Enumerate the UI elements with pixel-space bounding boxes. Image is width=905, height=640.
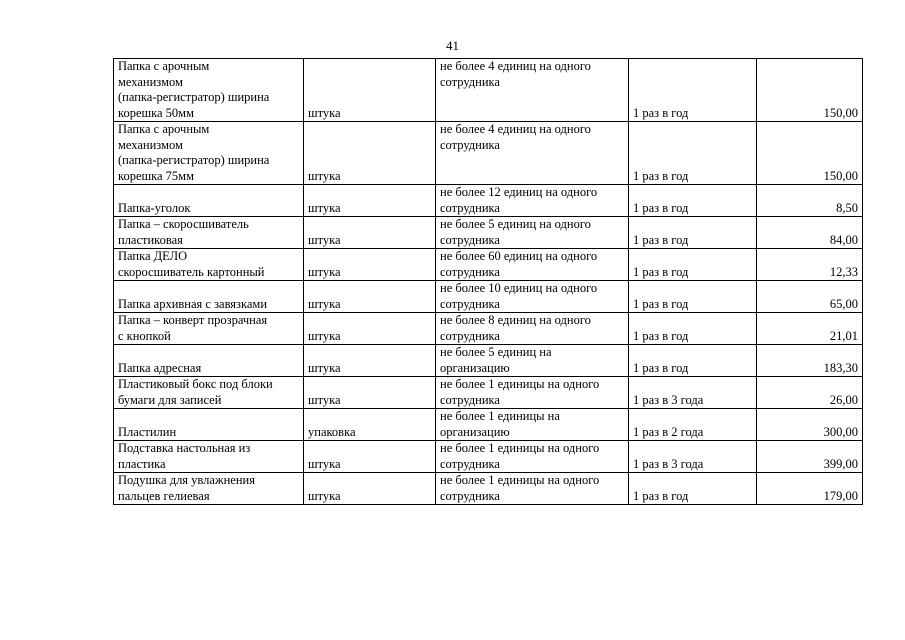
price-cell: 150,00 xyxy=(757,59,863,122)
item-name-cell xyxy=(114,59,304,122)
item-name-cell-line: Папка адресная xyxy=(118,360,202,375)
item-name-cell-line: Подставка настольная из xyxy=(118,441,251,455)
item-name-cell-line: Папка архивная с завязками xyxy=(118,296,268,311)
norms-table-body xyxy=(114,59,863,505)
quantity-norm-cell xyxy=(436,185,629,217)
quantity-norm-cell-line: сотрудника xyxy=(440,137,500,152)
item-name-cell-line: Папка с арочным xyxy=(118,122,210,136)
quantity-norm-cell-line: сотрудника xyxy=(440,232,500,247)
item-name-cell-line: механизмом xyxy=(118,137,183,152)
quantity-norm-cell-line: не более 10 единиц на одного xyxy=(440,281,598,295)
item-name-cell-line: скоросшиватель картонный xyxy=(118,264,265,279)
quantity-norm-cell-line: сотрудника xyxy=(440,456,500,471)
frequency-cell: 1 раз в год xyxy=(629,122,757,185)
price-cell: 179,00 xyxy=(757,473,863,505)
item-name-cell-line: Папка – конверт прозрачная xyxy=(118,313,268,327)
quantity-norm-cell-line: сотрудника xyxy=(440,296,500,311)
table-row xyxy=(114,345,863,377)
item-name-cell-line: пластиковая xyxy=(118,232,183,247)
item-name-cell-line: Подушка для увлажнения xyxy=(118,473,255,487)
quantity-norm-cell-line: не более 8 единиц на одного xyxy=(440,313,591,327)
unit-cell: штука xyxy=(304,313,436,345)
item-name-cell-line: корешка 50мм xyxy=(118,105,194,120)
quantity-norm-cell-line: не более 1 единицы на xyxy=(440,409,560,423)
quantity-norm-cell xyxy=(436,409,629,441)
price-cell: 26,00 xyxy=(757,377,863,409)
item-name-cell-line: корешка 75мм xyxy=(118,168,194,183)
frequency-cell: 1 раз в год xyxy=(629,59,757,122)
table-row xyxy=(114,217,863,249)
item-name-cell-line: Папка-уголок xyxy=(118,200,191,215)
frequency-cell: 1 раз в год xyxy=(629,249,757,281)
table-row xyxy=(114,281,863,313)
table-row xyxy=(114,409,863,441)
page-number: 41 xyxy=(446,38,459,53)
quantity-norm-cell-line: сотрудника xyxy=(440,74,500,89)
quantity-norm-cell-line: не более 12 единиц на одного xyxy=(440,185,598,199)
unit-cell: штука xyxy=(304,377,436,409)
quantity-norm-cell xyxy=(436,345,629,377)
item-name-cell xyxy=(114,217,304,249)
unit-cell: штука xyxy=(304,473,436,505)
table-row xyxy=(114,249,863,281)
item-name-cell xyxy=(114,441,304,473)
unit-cell: упаковка xyxy=(304,409,436,441)
norms-table xyxy=(113,58,863,505)
frequency-cell: 1 раз в год xyxy=(629,345,757,377)
quantity-norm-cell-line: организацию xyxy=(440,424,510,439)
quantity-norm-cell xyxy=(436,122,629,185)
frequency-cell: 1 раз в год xyxy=(629,313,757,345)
quantity-norm-cell-line: не более 5 единиц на xyxy=(440,345,552,359)
quantity-norm-cell xyxy=(436,473,629,505)
quantity-norm-cell-line: не более 60 единиц на одного xyxy=(440,249,598,263)
unit-cell: штука xyxy=(304,217,436,249)
item-name-cell-line: с кнопкой xyxy=(118,328,171,343)
price-cell: 300,00 xyxy=(757,409,863,441)
item-name-cell-line: механизмом xyxy=(118,74,183,89)
quantity-norm-cell-line: сотрудника xyxy=(440,488,500,503)
table-row xyxy=(114,185,863,217)
item-name-cell-line: Папка ДЕЛО xyxy=(118,249,188,263)
item-name-cell-line: пластика xyxy=(118,456,166,471)
quantity-norm-cell xyxy=(436,217,629,249)
item-name-cell xyxy=(114,185,304,217)
item-name-cell-line: Папка – скоросшиватель xyxy=(118,217,249,231)
item-name-cell xyxy=(114,281,304,313)
unit-cell: штука xyxy=(304,122,436,185)
price-cell: 183,30 xyxy=(757,345,863,377)
frequency-cell: 1 раз в год xyxy=(629,185,757,217)
item-name-cell-line: бумаги для записей xyxy=(118,392,222,407)
table-row xyxy=(114,473,863,505)
unit-cell: штука xyxy=(304,185,436,217)
table-row xyxy=(114,59,863,122)
unit-cell: штука xyxy=(304,281,436,313)
item-name-cell-line: (папка-регистратор) ширина xyxy=(118,90,270,104)
price-cell: 84,00 xyxy=(757,217,863,249)
item-name-cell xyxy=(114,313,304,345)
item-name-cell-line: пальцев гелиевая xyxy=(118,488,210,503)
item-name-cell xyxy=(114,122,304,185)
item-name-cell-line: Папка с арочным xyxy=(118,59,210,73)
item-name-cell xyxy=(114,345,304,377)
quantity-norm-cell xyxy=(436,377,629,409)
quantity-norm-cell-line: не более 4 единиц на одного xyxy=(440,122,591,136)
unit-cell: штука xyxy=(304,249,436,281)
table-row xyxy=(114,122,863,185)
table-row xyxy=(114,313,863,345)
quantity-norm-cell-line: сотрудника xyxy=(440,392,500,407)
quantity-norm-cell-line: сотрудника xyxy=(440,200,500,215)
quantity-norm-cell-line: сотрудника xyxy=(440,328,500,343)
frequency-cell: 1 раз в год xyxy=(629,473,757,505)
quantity-norm-cell xyxy=(436,441,629,473)
quantity-norm-cell-line: не более 5 единиц на одного xyxy=(440,217,591,231)
item-name-cell-line: (папка-регистратор) ширина xyxy=(118,153,270,167)
frequency-cell: 1 раз в 2 года xyxy=(629,409,757,441)
quantity-norm-cell-line: не более 1 единицы на одного xyxy=(440,377,600,391)
item-name-cell xyxy=(114,409,304,441)
price-cell: 65,00 xyxy=(757,281,863,313)
price-cell: 8,50 xyxy=(757,185,863,217)
quantity-norm-cell-line: не более 1 единицы на одного xyxy=(440,473,600,487)
unit-cell: штука xyxy=(304,441,436,473)
item-name-cell-line: Пластилин xyxy=(118,424,177,439)
price-cell: 21,01 xyxy=(757,313,863,345)
quantity-norm-cell xyxy=(436,249,629,281)
frequency-cell: 1 раз в год xyxy=(629,281,757,313)
quantity-norm-cell-line: сотрудника xyxy=(440,264,500,279)
price-cell: 150,00 xyxy=(757,122,863,185)
quantity-norm-cell-line: не более 1 единицы на одного xyxy=(440,441,600,455)
table-row xyxy=(114,377,863,409)
frequency-cell: 1 раз в 3 года xyxy=(629,377,757,409)
item-name-cell xyxy=(114,377,304,409)
price-cell: 12,33 xyxy=(757,249,863,281)
quantity-norm-cell-line: организацию xyxy=(440,360,510,375)
item-name-cell-line: Пластиковый бокс под блоки xyxy=(118,377,273,391)
unit-cell: штука xyxy=(304,345,436,377)
item-name-cell xyxy=(114,249,304,281)
table-row xyxy=(114,441,863,473)
quantity-norm-cell xyxy=(436,281,629,313)
item-name-cell xyxy=(114,473,304,505)
quantity-norm-cell xyxy=(436,313,629,345)
frequency-cell: 1 раз в год xyxy=(629,217,757,249)
unit-cell: штука xyxy=(304,59,436,122)
quantity-norm-cell xyxy=(436,59,629,122)
quantity-norm-cell-line: не более 4 единиц на одного xyxy=(440,59,591,73)
price-cell: 399,00 xyxy=(757,441,863,473)
frequency-cell: 1 раз в 3 года xyxy=(629,441,757,473)
